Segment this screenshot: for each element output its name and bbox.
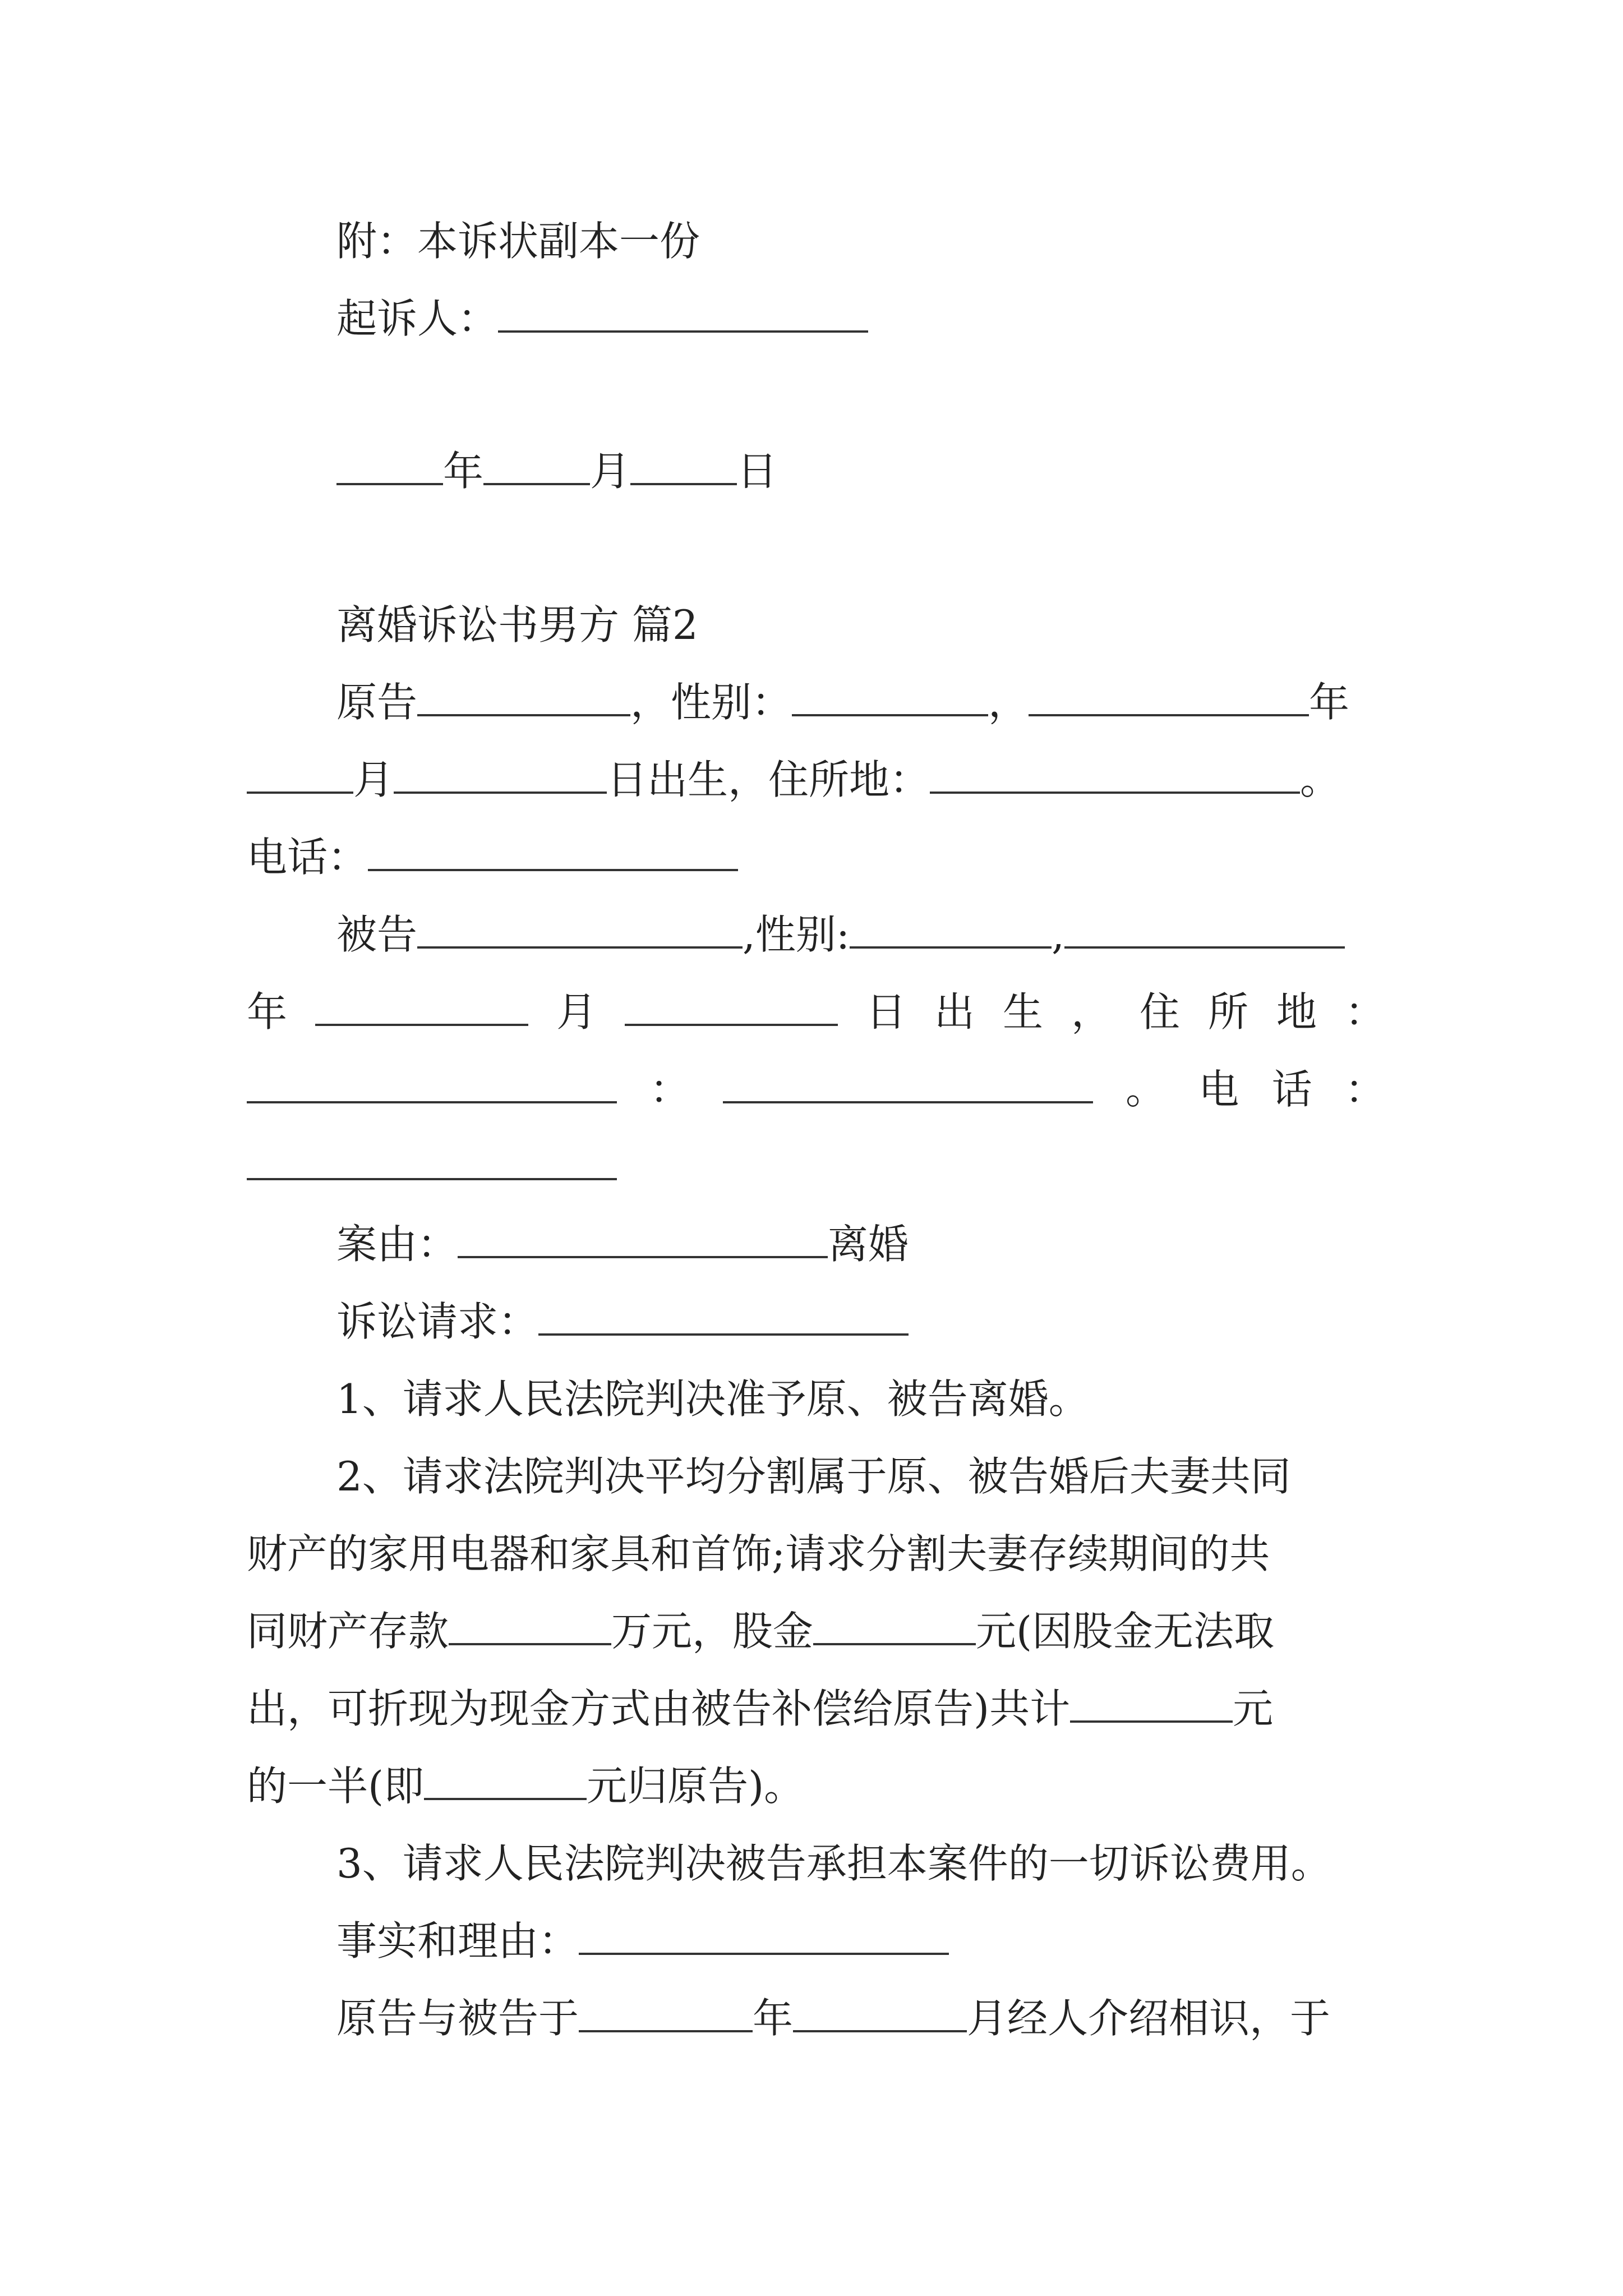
blank-field [424,1759,587,1800]
claim-2-line-5 [247,1758,1385,1814]
facts-text: 年 [753,1995,794,2042]
plaintiff-signer-label: 起诉人： [336,295,499,342]
claim-2-text: 2、请求法院判决平均分割属于原、被告婚后夫妻共同 [336,1453,1291,1500]
claim-3-text: 3、请求人民法院判决被告承担本案件的一切诉讼费用。 [336,1840,1331,1887]
facts-text: 原告与被告于 [336,1995,579,2042]
blank-field [247,752,353,794]
claim-2-line-2 [247,1526,1385,1582]
blank-field [625,984,838,1026]
blank-field [1064,907,1345,949]
blank-field [247,1139,617,1180]
claim-2-text: 元归原告)。 [587,1763,805,1810]
claims-heading [336,1294,1385,1350]
cause-value: 离婚 [828,1221,909,1268]
blank-field [793,1991,967,2032]
plaintiff-gender-label: ，性别： [630,679,792,726]
plaintiff-month-label: 月 [353,756,394,803]
defendant-phone-char: ： [1344,1066,1385,1113]
defendant-comma: , [1052,911,1065,958]
blank-field [483,444,590,485]
plaintiff-signer-line [336,291,1385,347]
defendant-year-label: 年 [247,988,288,1036]
defendant-phone-char: 电 [1198,1066,1239,1113]
plaintiff-label: 原告 [336,679,418,726]
claim-2-line-3 [247,1603,1385,1659]
blank-field [792,675,988,716]
blank-field [1070,1681,1233,1723]
date-month-label: 月 [590,448,631,495]
blank-field [449,1604,611,1645]
defendant-label: 被告 [336,911,418,958]
date-year-label: 年 [443,448,484,495]
claim-2-text: 同财产存款 [247,1608,449,1655]
blank-field [247,1062,617,1103]
plaintiff-end-mark: 。 [1300,756,1341,803]
section-title-text: 离婚诉讼书男方 篇2 [336,601,698,648]
facts-heading [336,1913,1385,1969]
defendant-gender-label: ,性别: [743,911,850,958]
blank-field [723,1062,1093,1103]
plaintiff-year-label: 年 [1309,679,1350,726]
plaintiff-phone-label: 电话： [247,834,368,881]
blank-field [315,984,528,1026]
defendant-month-label: 月 [556,988,597,1036]
defendant-born-char: ： [1344,988,1385,1036]
blank-field [417,907,743,949]
plaintiff-line-2 [247,752,1385,808]
defendant-phone-char: 话 [1271,1066,1312,1113]
blank-field [579,1991,753,2032]
cause-line [336,1216,1385,1272]
blank-field [630,444,737,485]
blank-field [336,444,443,485]
defendant-born-char: 生 [1002,988,1043,1036]
claim-1 [336,1371,1385,1427]
defendant-born-char: ， [1071,988,1112,1036]
claim-2-text: 财产的家用电器和家具和首饰;请求分割夫妻存续期间的共 [247,1530,1270,1577]
blank-field [498,291,868,333]
blank-field [813,1604,976,1645]
section-title [336,597,1385,653]
blank-field [850,907,1052,949]
claim-3 [336,1835,1385,1892]
claim-1-text: 1、请求人民法院判决准予原、被告离婚。 [336,1375,1089,1423]
attachment-line [336,213,1385,269]
attachment-text: 附：本诉状副本一份 [336,218,700,265]
defendant-phone-char: 。 [1125,1066,1166,1113]
facts-line-1 [336,1990,1385,2046]
claim-2-text: 的一半(即 [247,1763,425,1810]
claim-2-text: 出，可折现为现金方式由被告补偿给原告)共计 [247,1685,1071,1732]
blank-field [394,752,607,794]
plaintiff-phone-line [247,829,1385,885]
blank-field [579,1913,949,1955]
blank-field [417,675,630,716]
claim-2-line-1 [336,1448,1385,1504]
plaintiff-born-label: 日出生，住所地： [607,756,930,803]
plaintiff-comma: ， [988,679,1029,726]
claims-label: 诉讼请求： [336,1298,539,1345]
claim-2-text: 万元，股金 [611,1608,814,1655]
blank-field [538,1294,909,1336]
claim-2-text: 元(因股金无法取 [976,1608,1275,1655]
defendant-born-char: 出 [934,988,975,1036]
plaintiff-line-1 [336,674,1385,730]
defendant-line-2 [247,984,1385,1040]
blank-field [458,1217,828,1258]
cause-label: 案由： [336,1221,458,1268]
blank-field [1029,675,1309,716]
defendant-born-char: 地 [1276,988,1317,1036]
defendant-line-4 [247,1139,1385,1195]
defendant-born-char: 日 [865,988,906,1036]
defendant-line-3 [247,1061,1385,1117]
claim-2-text: 元 [1233,1685,1274,1732]
blank-field [930,752,1300,794]
defendant-colon: ： [649,1066,690,1113]
defendant-line-1 [336,907,1385,963]
date-day-label: 日 [737,448,778,495]
blank-field [368,830,738,871]
defendant-born-char: 住 [1139,988,1180,1036]
facts-label: 事实和理由： [336,1917,579,1964]
claim-2-line-4 [247,1681,1385,1737]
date-line [336,443,1385,499]
facts-text: 月经人介绍相识，于 [967,1995,1331,2042]
defendant-born-char: 所 [1207,988,1248,1036]
